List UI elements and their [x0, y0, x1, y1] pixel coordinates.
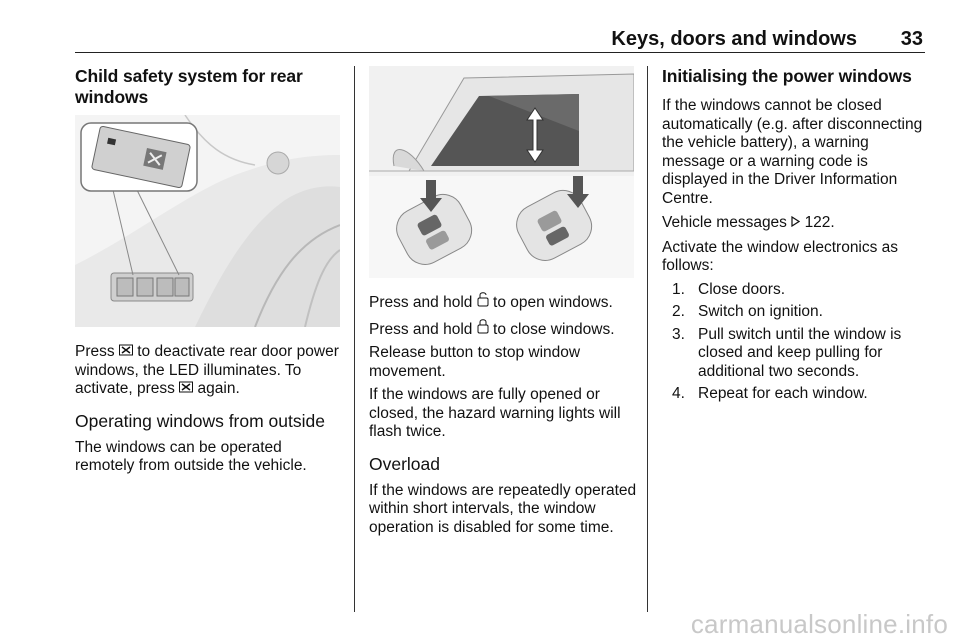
- hazard-paragraph: If the windows are fully opened or closed, the hazard warning lights will flash twice.: [369, 386, 621, 440]
- outside-paragraph: The windows can be operated remotely from outside the vehicle.: [75, 438, 307, 474]
- column-divider: [354, 66, 355, 612]
- child-lock-icon: [179, 381, 193, 396]
- steps-list: [662, 281, 927, 404]
- close-windows-paragraph: Press and hold to close windows.: [369, 318, 641, 340]
- remote-key-illustration: [369, 66, 634, 278]
- column-1: [75, 66, 340, 108]
- overload-paragraph: If the windows are repeatedly operated within short intervals, the window operation is disabled for some time.: [369, 481, 637, 536]
- list-item: 1. Close doors.: [672, 280, 786, 298]
- lock-icon: [477, 318, 489, 337]
- heading-overload: Overload: [369, 453, 441, 474]
- heading-child-safety: Child safety system for rear windows: [75, 66, 303, 107]
- list-item: 3. Pull switch until the window is closed and keep pulling for additional two seconds.: [672, 325, 902, 380]
- list-item: 4. Repeat for each window.: [672, 385, 868, 402]
- door-switch-illustration: [75, 115, 340, 327]
- heading-initialising: Initialising the power windows: [662, 66, 912, 86]
- release-paragraph: Release button to stop window movement.: [369, 344, 581, 380]
- page-header: [75, 28, 925, 53]
- page-reference-link[interactable]: 122.: [804, 214, 835, 231]
- column-2-lower: [369, 291, 641, 537]
- vehicle-messages-ref: Vehicle messages 122.: [662, 214, 835, 231]
- open-windows-paragraph: Press and hold to open windows.: [369, 291, 641, 313]
- activate-paragraph: Activate the window electronics as follows:: [662, 238, 899, 274]
- header-title: Keys, doors and windows: [611, 28, 857, 50]
- child-lock-icon: [119, 344, 133, 359]
- unlock-icon: [477, 291, 489, 310]
- child-lock-paragraph: Press to deactivate rear door power windows, the LED illuminates. To activate, press again.: [75, 343, 339, 397]
- list-item: 2. Switch on ignition.: [672, 303, 823, 320]
- page-number: 33: [900, 28, 923, 50]
- page-reference-arrow-icon: [791, 216, 800, 230]
- heading-outside: Operating windows from outside: [75, 410, 325, 431]
- column-divider: [647, 66, 648, 612]
- watermark: carmanualsonline.info: [690, 609, 948, 639]
- column-3: [662, 66, 927, 404]
- column-1-lower: [75, 343, 345, 476]
- initialising-paragraph: If the windows cannot be closed automatically (e.g. after disconnecting the vehicle battery), a warning message or a warning code is displayed in the Driver Information Centre.: [662, 97, 923, 207]
